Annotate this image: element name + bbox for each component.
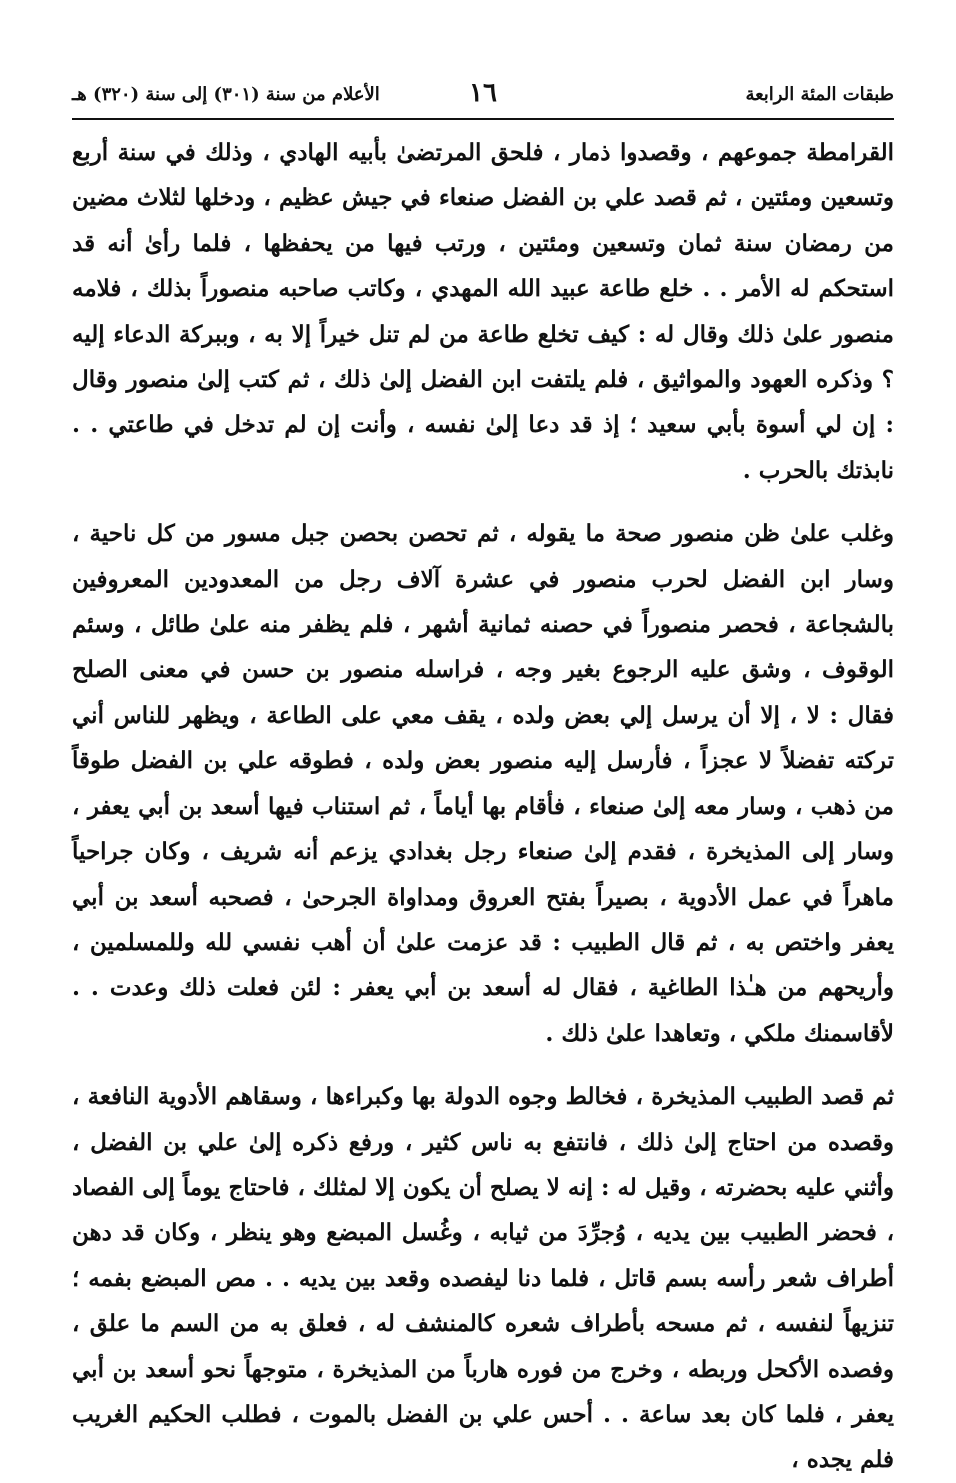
section-range-title: الأعلام من سنة (٣٠١) إلى سنة (٣٢٠) هـ bbox=[72, 84, 380, 105]
book-title: طبقات المئة الرابعة bbox=[745, 84, 894, 105]
paragraph-1: القرامطة جموعهم ، وقصدوا ذمار ، فلحق المرتضىٰ بأبيه الهادي ، وذلك في سنة أربع وتسعين ومئتين ، ثم قصد علي بن الفضل صنعاء في جيش عظيم ، ودخلها لثلاث مضين من رمضان سنة ثمان وتسعين ومئتين ، ورتب فيها من يحفظها ، فلما رأىٰ أنه قد استحكم له الأمر . . خلع طاعة عبيد الله المهدي ، وكاتب صاحبه منصوراً بذلك ، فلامه منصور علىٰ ذلك وقال له : كيف تخلع طاعة من لم تنل خيراً إلا به ، وببركة الدعاء إليه ؟ وذكره العهود والمواثيق ، فلم يلتفت ابن الفضل إلىٰ ذلك ، ثم كتب إلىٰ منصور وقال : إن لي أسوة بأبي سعيد ؛ إذ قد دعا إلىٰ نفسه ، وأنت إن لم تدخل في طاعتي . . نابذتك بالحرب . bbox=[72, 139, 894, 484]
body-text bbox=[72, 130, 894, 1483]
paragraph-3: ثم قصد الطبيب المذيخرة ، فخالط وجوه الدولة بها وكبراءها ، وسقاهم الأدوية النافعة ، وقصده من احتاج إلىٰ ذلك ، فانتفع به ناس كثير ، ورفع ذكره إلىٰ علي بن الفضل ، وأثني عليه بحضرته ، وقيل له : إنه لا يصلح أن يكون إلا لمثلك ، فاحتاج يوماً إلى الفصاد ، فحضر الطبيب بين يديه ، وُجرِّدَ من ثيابه ، وغُسل المبضع وهو ينظر ، وكان قد دهن أطراف شعر رأسه بسم قاتل ، فلما دنا ليفصده وقعد بين يديه . . مص المبضع بفمه ؛ تنزيهاً لنفسه ، ثم مسحه بأطراف شعره كالمنشف له ، فعلق به من السم ما علق ، وفصده الأكحل وربطه ، وخرج من فوره هارباً من المذيخرة ، متوجهاً نحو أسعد بن أبي يعفر ، فلما كان بعد ساعة . . أحس علي بن الفضل بالموت ، فطلب الحكيم الغريب فلم يجده ، bbox=[72, 1083, 894, 1474]
running-header bbox=[72, 78, 894, 120]
page-number: ١٦ bbox=[469, 78, 497, 108]
paragraph-2: وغلب علىٰ ظن منصور صحة ما يقوله ، ثم تحصن بحصن جبل مسور من كل ناحية ، وسار ابن الفضل لحرب منصور في عشرة آلاف رجل من المعدودين المعروفين بالشجاعة ، فحصر منصوراً في حصنه ثمانية أشهر ، فلم يظفر منه علىٰ طائل ، وسئم الوقوف ، وشق عليه الرجوع بغير وجه ، فراسله منصور بن حسن في معنى الصلح فقال : لا ، إلا أن يرسل إلي بعض ولده ، يقف معي على الطاعة ، ويظهر للناس أني تركته تفضلاً لا عجزاً ، فأرسل إليه منصور بعض ولده ، فطوقه علي بن الفضل طوقاً من ذهب ، وسار معه إلىٰ صنعاء ، فأقام بها أياماً ، ثم استناب فيها أسعد بن أبي يعفر ، وسار إلى المذيخرة ، فقدم إلىٰ صنعاء رجل بغدادي يزعم أنه شريف ، وكان جراحياً ماهراً في عمل الأدوية ، بصيراً بفتح العروق ومداواة الجرحىٰ ، فصحبه أسعد بن أبي يعفر واختص به ، ثم قال الطبيب : قد عزمت علىٰ أن أهب نفسي لله وللمسلمين ، وأريحهم من هـٰذا الطاغية ، فقال له أسعد بن أبي يعفر : لئن فعلت ذلك وعدت . . لأقاسمنك ملكي ، وتعاهدا علىٰ ذلك . bbox=[72, 520, 894, 1047]
